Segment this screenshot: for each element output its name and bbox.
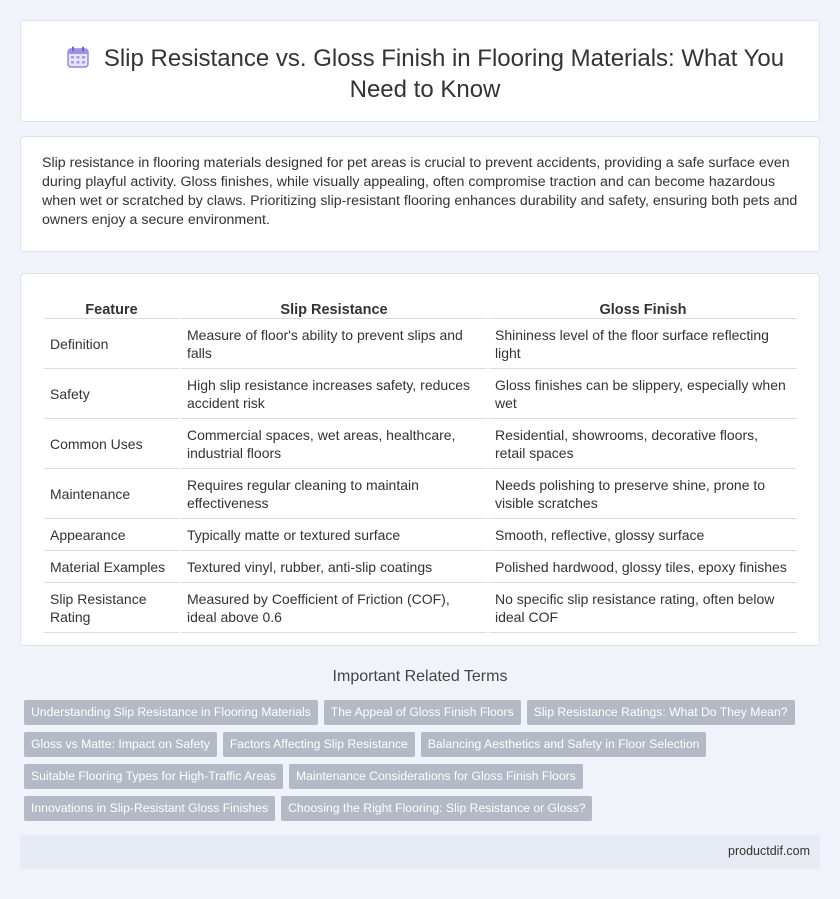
table-row bbox=[44, 551, 797, 583]
related-term-tag[interactable]: Maintenance Considerations for Gloss Finish Floors bbox=[289, 764, 583, 789]
related-terms-list bbox=[24, 700, 814, 828]
related-term-tag[interactable]: Understanding Slip Resistance in Flooring Materials bbox=[24, 700, 318, 725]
intro-card bbox=[20, 136, 820, 252]
row-gloss-finish: Polished hardwood, glossy tiles, epoxy finishes bbox=[489, 551, 797, 583]
related-term-tag[interactable]: Choosing the Right Flooring: Slip Resistance or Gloss? bbox=[281, 796, 592, 821]
header-gloss-finish: Gloss Finish bbox=[489, 297, 797, 319]
header-slip-resistance: Slip Resistance bbox=[181, 297, 487, 319]
row-slip-resistance: Typically matte or textured surface bbox=[181, 519, 487, 551]
row-slip-resistance: Requires regular cleaning to maintain effectiveness bbox=[181, 469, 487, 519]
related-term-tag[interactable]: Slip Resistance Ratings: What Do They Mean? bbox=[527, 700, 795, 725]
header-feature: Feature bbox=[44, 297, 179, 319]
related-term-tag[interactable]: Balancing Aesthetics and Safety in Floor Selection bbox=[421, 732, 707, 757]
row-slip-resistance: Commercial spaces, wet areas, healthcare, industrial floors bbox=[181, 419, 487, 469]
related-term-tag[interactable]: Suitable Flooring Types for High-Traffic Areas bbox=[24, 764, 283, 789]
related-term-tag[interactable]: The Appeal of Gloss Finish Floors bbox=[324, 700, 521, 725]
row-slip-resistance: Measured by Coefficient of Friction (COF), ideal above 0.6 bbox=[181, 583, 487, 633]
title-card bbox=[20, 20, 820, 122]
row-gloss-finish: Shininess level of the floor surface reflecting light bbox=[489, 319, 797, 369]
table-row bbox=[44, 519, 797, 551]
related-term-tag[interactable]: Gloss vs Matte: Impact on Safety bbox=[24, 732, 217, 757]
tag-row bbox=[24, 732, 814, 764]
row-feature: Slip Resistance Rating bbox=[44, 583, 179, 633]
tag-row bbox=[24, 764, 814, 796]
related-term-tag[interactable]: Innovations in Slip-Resistant Gloss Finishes bbox=[24, 796, 275, 821]
table-header-row bbox=[44, 297, 797, 319]
row-feature: Safety bbox=[44, 369, 179, 419]
related-term-tag[interactable]: Factors Affecting Slip Resistance bbox=[223, 732, 415, 757]
comparison-card bbox=[20, 273, 820, 646]
table-row bbox=[44, 583, 797, 633]
row-slip-resistance: High slip resistance increases safety, reduces accident risk bbox=[181, 369, 487, 419]
intro-paragraph: Slip resistance in flooring materials designed for pet areas is crucial to prevent accidents, providing a safe surface even during playful activity. Gloss finishes, while visually appealing, often compromise traction and can become hazardous when wet or scratched by claws. Prioritizing slip-resistant flooring enhances durability and safety, ensuring both pets and owners enjoy a secure environment. bbox=[42, 155, 798, 228]
tag-row bbox=[24, 796, 814, 828]
table-row bbox=[44, 469, 797, 519]
table-row bbox=[44, 419, 797, 469]
row-feature: Appearance bbox=[44, 519, 179, 551]
page-title: Slip Resistance vs. Gloss Finish in Flooring Materials: What You Need to Know bbox=[103, 45, 785, 103]
calendar-icon bbox=[66, 45, 90, 69]
footer-bar bbox=[20, 835, 820, 869]
tag-row bbox=[24, 700, 814, 732]
row-gloss-finish: Needs polishing to preserve shine, prone to visible scratches bbox=[489, 469, 797, 519]
row-gloss-finish: No specific slip resistance rating, often below ideal COF bbox=[489, 583, 797, 633]
row-slip-resistance: Measure of floor's ability to prevent slips and falls bbox=[181, 319, 487, 369]
row-gloss-finish: Smooth, reflective, glossy surface bbox=[489, 519, 797, 551]
comparison-table bbox=[42, 297, 799, 633]
row-feature: Definition bbox=[44, 319, 179, 369]
footer-site-link[interactable]: productdif.com bbox=[728, 844, 810, 858]
row-gloss-finish: Residential, showrooms, decorative floors, retail spaces bbox=[489, 419, 797, 469]
related-terms-heading: Important Related Terms bbox=[332, 668, 508, 685]
row-feature: Common Uses bbox=[44, 419, 179, 469]
row-gloss-finish: Gloss finishes can be slippery, especially when wet bbox=[489, 369, 797, 419]
table-row bbox=[44, 369, 797, 419]
row-feature: Material Examples bbox=[44, 551, 179, 583]
table-row bbox=[44, 319, 797, 369]
page-title-wrap bbox=[61, 43, 789, 105]
row-slip-resistance: Textured vinyl, rubber, anti-slip coatings bbox=[181, 551, 487, 583]
row-feature: Maintenance bbox=[44, 469, 179, 519]
